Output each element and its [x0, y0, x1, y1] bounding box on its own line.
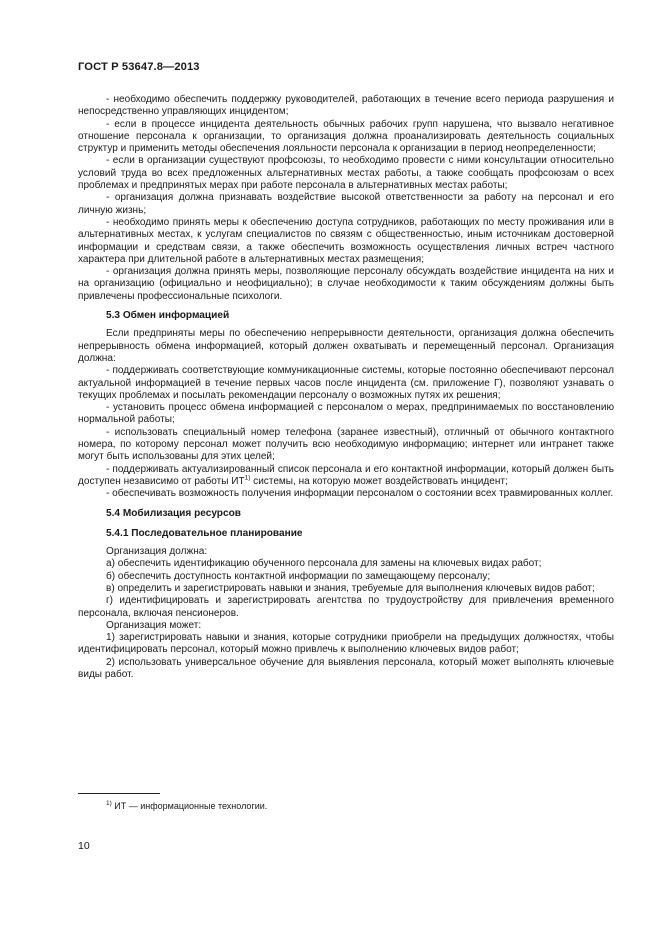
footnote-mark: 1) — [106, 800, 112, 807]
paragraph: - организация должна принять меры, позволяющие персоналу обсуждать воздействие инцидента на них и на организацию (официально и неофициально); в случае необходимости к таким обсуждениям должны быть привлечены профессиональные психологи. — [78, 266, 614, 302]
list-item: - поддерживать соответствующие коммуникационные системы, которые постоянно обеспечивают персонал актуальной информацией в течение первых часов после инцидента (см. приложение Г), позволяют узнавать о текущих проблемах и посылать рекомендации персоналу о возможных путях их решения; — [78, 365, 614, 401]
paragraph: Организация может: — [106, 619, 202, 631]
footnote-divider — [78, 793, 160, 794]
paragraph: Организация должна: — [106, 546, 208, 558]
page-body — [78, 94, 614, 681]
page-number: 10 — [78, 840, 90, 852]
list-item: а) обеспечить идентификацию обученного персонала для замены на ключевых видах работ; — [106, 558, 542, 570]
section-heading-5-3: 5.3 Обмен информацией — [106, 310, 230, 322]
footnote-reference[interactable]: 1) — [244, 474, 251, 482]
list-item: г) идентифицировать и зарегистрировать агентства по трудоустройству для привлечения временного персонала, включая пенсионеров. — [78, 595, 614, 619]
footnote-text: ИТ — информационные технологии. — [111, 801, 268, 811]
subsection-heading-5-4-1: 5.4.1 Последовательное планирование — [106, 527, 303, 539]
list-item: 1) зарегистрировать навыки и знания, которые сотрудники приобрели на предыдущих должностях, чтобы идентифицировать персонал, который можно привлечь к выполнению ключевых видов работ; — [78, 632, 614, 656]
paragraph: - необходимо обеспечить поддержку руководителей, работающих в течение всего периода разрушения и непосредственно управляющих инцидентом; — [78, 94, 614, 118]
list-item: 2) использовать универсальное обучение для выявления персонала, который может выполнять ключевые виды работ. — [78, 656, 614, 681]
paragraph: - организация должна признавать воздействие высокой ответственности за работу на персонал и его личную жизнь; — [78, 192, 614, 216]
paragraph: Если предприняты меры по обеспечению непрерывности деятельности, организация должна обеспечить непрерывность обмена информацией, который должен охватывать и перемещенный персонал. Организация должна: — [78, 328, 614, 364]
list-item: в) определить и зарегистрировать навыки и знания, требуемые для выполнения ключевых видов работ; — [106, 582, 595, 594]
list-item-text: системы, на которую может воздействовать инцидент; — [250, 475, 508, 487]
paragraph: - необходимо принять меры к обеспечению доступа сотрудников, работающих по месту проживания или в альтернативных местах, к услугам специалистов по связям с общественностью, иным источникам достоверной информации и средствам связи, а также обеспечить возможность осуществления личных встреч частного характера при длительной работе в альтернативных местах размещения; — [78, 216, 614, 265]
paragraph: - если в организации существуют профсоюзы, то необходимо провести с ними консультации относительно условий труда во всех предложенных альтернативных местах работы, а также сообщать профсоюзам о всех проблемах и предпринятых мерах при работе персонала в альтернативных местах работы; — [78, 155, 614, 192]
footnote — [106, 801, 267, 811]
section-heading-5-4: 5.4 Мобилизация ресурсов — [106, 507, 241, 519]
list-item-text: - поддерживать актуализированный список персонала и его контактной информации, который должен быть доступен независимо от работы ИТ — [78, 463, 614, 487]
list-item: - использовать специальный номер телефона (заранее известный), отличный от обычного контактного номера, по которому персонал может получить всю необходимую информацию; интернет или интранет также могут быть использованы для этих целей; — [78, 426, 614, 463]
list-item: - установить процесс обмена информацией с персоналом о мерах, предпринимаемых по восстановлению нормальной работы; — [78, 402, 614, 426]
document-code-header: ГОСТ Р 53647.8—2013 — [78, 61, 200, 73]
paragraph: - если в процессе инцидента деятельность обычных рабочих групп нарушена, что вызвало негативное отношение персонала к организации, то организация должна проанализировать деятельность социальных структур и применить методы обеспечения лояльности персонала к организации в период неопределенности; — [78, 118, 614, 155]
list-item: б) обеспечить доступность контактной информации по замещающему персоналу; — [106, 570, 491, 582]
list-item — [78, 464, 614, 489]
list-item: - обеспечивать возможность получения информации персоналом о состоянии всех травмированных коллег. — [106, 488, 614, 500]
